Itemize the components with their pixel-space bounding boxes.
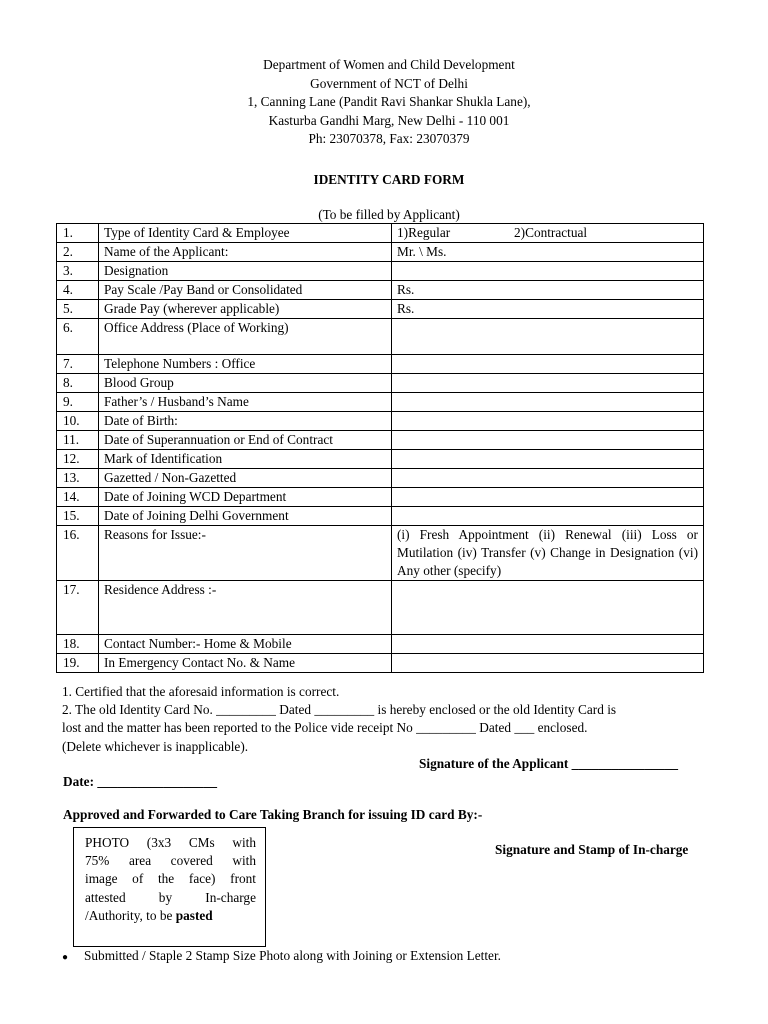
row-number: 9. bbox=[57, 393, 99, 412]
row-label: Date of Joining Delhi Government bbox=[99, 507, 392, 526]
residence-address-field[interactable] bbox=[392, 581, 704, 635]
table-row bbox=[57, 300, 704, 319]
row-number: 2. bbox=[57, 243, 99, 262]
date-line: Date: __________________ bbox=[63, 774, 218, 789]
office-header bbox=[0, 56, 768, 149]
telephone-field[interactable] bbox=[392, 355, 704, 374]
delhi-govt-joining-date-field[interactable] bbox=[392, 507, 704, 526]
row-number: 11. bbox=[57, 431, 99, 450]
row-number: 3. bbox=[57, 262, 99, 281]
row-label: Reasons for Issue:- bbox=[99, 526, 392, 581]
photo-instruction-line: attested by In-charge bbox=[85, 889, 256, 905]
photo-instruction-line: 75% area covered with bbox=[85, 853, 256, 869]
table-row bbox=[57, 224, 704, 243]
delete-note: (Delete whichever is inapplicable). bbox=[62, 738, 249, 754]
contact-number-field[interactable] bbox=[392, 635, 704, 654]
row-number: 17. bbox=[57, 581, 99, 635]
grade-pay-field[interactable]: Rs. bbox=[392, 300, 704, 319]
row-number: 7. bbox=[57, 355, 99, 374]
table-row bbox=[57, 526, 704, 581]
row-number: 15. bbox=[57, 507, 99, 526]
table-row bbox=[57, 654, 704, 673]
row-number: 10. bbox=[57, 412, 99, 431]
contact-line: Ph: 23070378, Fax: 23070379 bbox=[308, 131, 470, 146]
blood-group-field[interactable] bbox=[392, 374, 704, 393]
address-line-2: Kasturba Gandhi Marg, New Delhi - 110 001 bbox=[268, 112, 510, 128]
table-row bbox=[57, 262, 704, 281]
table-row bbox=[57, 431, 704, 450]
row-number: 12. bbox=[57, 450, 99, 469]
applicant-signature-line: Signature of the Applicant ________________ bbox=[419, 756, 679, 771]
photo-instruction-line bbox=[85, 907, 256, 925]
table-row bbox=[57, 450, 704, 469]
form-title: IDENTITY CARD FORM bbox=[313, 172, 465, 187]
pay-scale-field[interactable]: Rs. bbox=[392, 281, 704, 300]
row-number: 1. bbox=[57, 224, 99, 243]
table-row bbox=[57, 507, 704, 526]
row-label: Residence Address :- bbox=[99, 581, 392, 635]
address-line-1: 1, Canning Lane (Pandit Ravi Shankar Shukla Lane), bbox=[247, 94, 531, 109]
applicant-details-table bbox=[56, 223, 704, 673]
table-row bbox=[57, 412, 704, 431]
police-receipt-line: lost and the matter has been reported to the Police vide receipt No _________ Dated ___ enclosed. bbox=[62, 720, 588, 736]
row-number: 13. bbox=[57, 469, 99, 488]
wcd-joining-date-field[interactable] bbox=[392, 488, 704, 507]
row-number: 18. bbox=[57, 635, 99, 654]
row-label: Telephone Numbers : Office bbox=[99, 355, 392, 374]
photo-instruction-line: image of the face) front bbox=[85, 871, 256, 887]
row-number: 16. bbox=[57, 526, 99, 581]
row-number: 4. bbox=[57, 281, 99, 300]
row-number: 19. bbox=[57, 654, 99, 673]
submission-note-text: Submitted / Staple 2 Stamp Size Photo along with Joining or Extension Letter. bbox=[84, 948, 501, 963]
photo-instruction-line: PHOTO (3x3 CMs with bbox=[85, 835, 256, 850]
government-name: Government of NCT of Delhi bbox=[310, 75, 468, 91]
table-row bbox=[57, 393, 704, 412]
superannuation-date-field[interactable] bbox=[392, 431, 704, 450]
table-row bbox=[57, 281, 704, 300]
row-label: Grade Pay (wherever applicable) bbox=[99, 300, 392, 319]
form-subtitle: (To be filled by Applicant) bbox=[318, 207, 460, 222]
emergency-contact-field[interactable] bbox=[392, 654, 704, 673]
row-number: 5. bbox=[57, 300, 99, 319]
table-row bbox=[57, 581, 704, 635]
father-husband-name-field[interactable] bbox=[392, 393, 704, 412]
bullet-icon: ● bbox=[62, 952, 69, 963]
identification-mark-field[interactable] bbox=[392, 450, 704, 469]
table-row bbox=[57, 488, 704, 507]
issue-reason-options[interactable]: (i) Fresh Appointment (ii) Renewal (iii) Loss or Mutilation (iv) Transfer (v) Change in Designation (vi) Any other (specify) bbox=[392, 526, 704, 581]
photo-instruction-text: /Authority, to be bbox=[85, 907, 176, 923]
pasted-emphasis: pasted bbox=[175, 907, 213, 923]
row-label: Type of Identity Card & Employee bbox=[99, 224, 392, 243]
table-row bbox=[57, 243, 704, 262]
photo-box bbox=[73, 827, 266, 947]
row-label: In Emergency Contact No. & Name bbox=[99, 654, 392, 673]
approval-line: Approved and Forwarded to Care Taking Branch for issuing ID card By:- bbox=[63, 807, 483, 822]
applicant-name-field[interactable]: Mr. \ Ms. bbox=[392, 243, 704, 262]
row-label: Contact Number:- Home & Mobile bbox=[99, 635, 392, 654]
row-label: Father’s / Husband’s Name bbox=[99, 393, 392, 412]
row-label: Date of Birth: bbox=[99, 412, 392, 431]
table-row bbox=[57, 319, 704, 355]
row-label: Pay Scale /Pay Band or Consolidated bbox=[99, 281, 392, 300]
row-label: Blood Group bbox=[99, 374, 392, 393]
row-label: Gazetted / Non-Gazetted bbox=[99, 469, 392, 488]
card-type-options[interactable] bbox=[392, 224, 704, 243]
date-of-birth-field[interactable] bbox=[392, 412, 704, 431]
department-name: Department of Women and Child Development bbox=[263, 57, 515, 72]
old-card-line: 2. The old Identity Card No. _________ Dated _________ is hereby enclosed or the old Identity Card is bbox=[62, 702, 617, 718]
submission-note bbox=[62, 947, 501, 967]
row-label: Date of Joining WCD Department bbox=[99, 488, 392, 507]
row-label: Office Address (Place of Working) bbox=[99, 319, 392, 355]
designation-field[interactable] bbox=[392, 262, 704, 281]
row-label: Designation bbox=[99, 262, 392, 281]
certification-block bbox=[62, 683, 702, 756]
row-number: 6. bbox=[57, 319, 99, 355]
table-row bbox=[57, 355, 704, 374]
row-label: Mark of Identification bbox=[99, 450, 392, 469]
option-contractual[interactable]: 2)Contractual bbox=[514, 225, 588, 240]
incharge-signature-label: Signature and Stamp of In-charge bbox=[495, 842, 689, 857]
table-row bbox=[57, 635, 704, 654]
certification-line: 1. Certified that the aforesaid information is correct. bbox=[62, 684, 340, 699]
table-row bbox=[57, 374, 704, 393]
row-number: 8. bbox=[57, 374, 99, 393]
gazetted-status-field[interactable] bbox=[392, 469, 704, 488]
row-number: 14. bbox=[57, 488, 99, 507]
option-regular[interactable]: 1)Regular bbox=[397, 225, 451, 240]
row-label: Name of the Applicant: bbox=[99, 243, 392, 262]
office-address-field[interactable] bbox=[392, 319, 704, 355]
table-row bbox=[57, 469, 704, 488]
row-label: Date of Superannuation or End of Contract bbox=[99, 431, 392, 450]
